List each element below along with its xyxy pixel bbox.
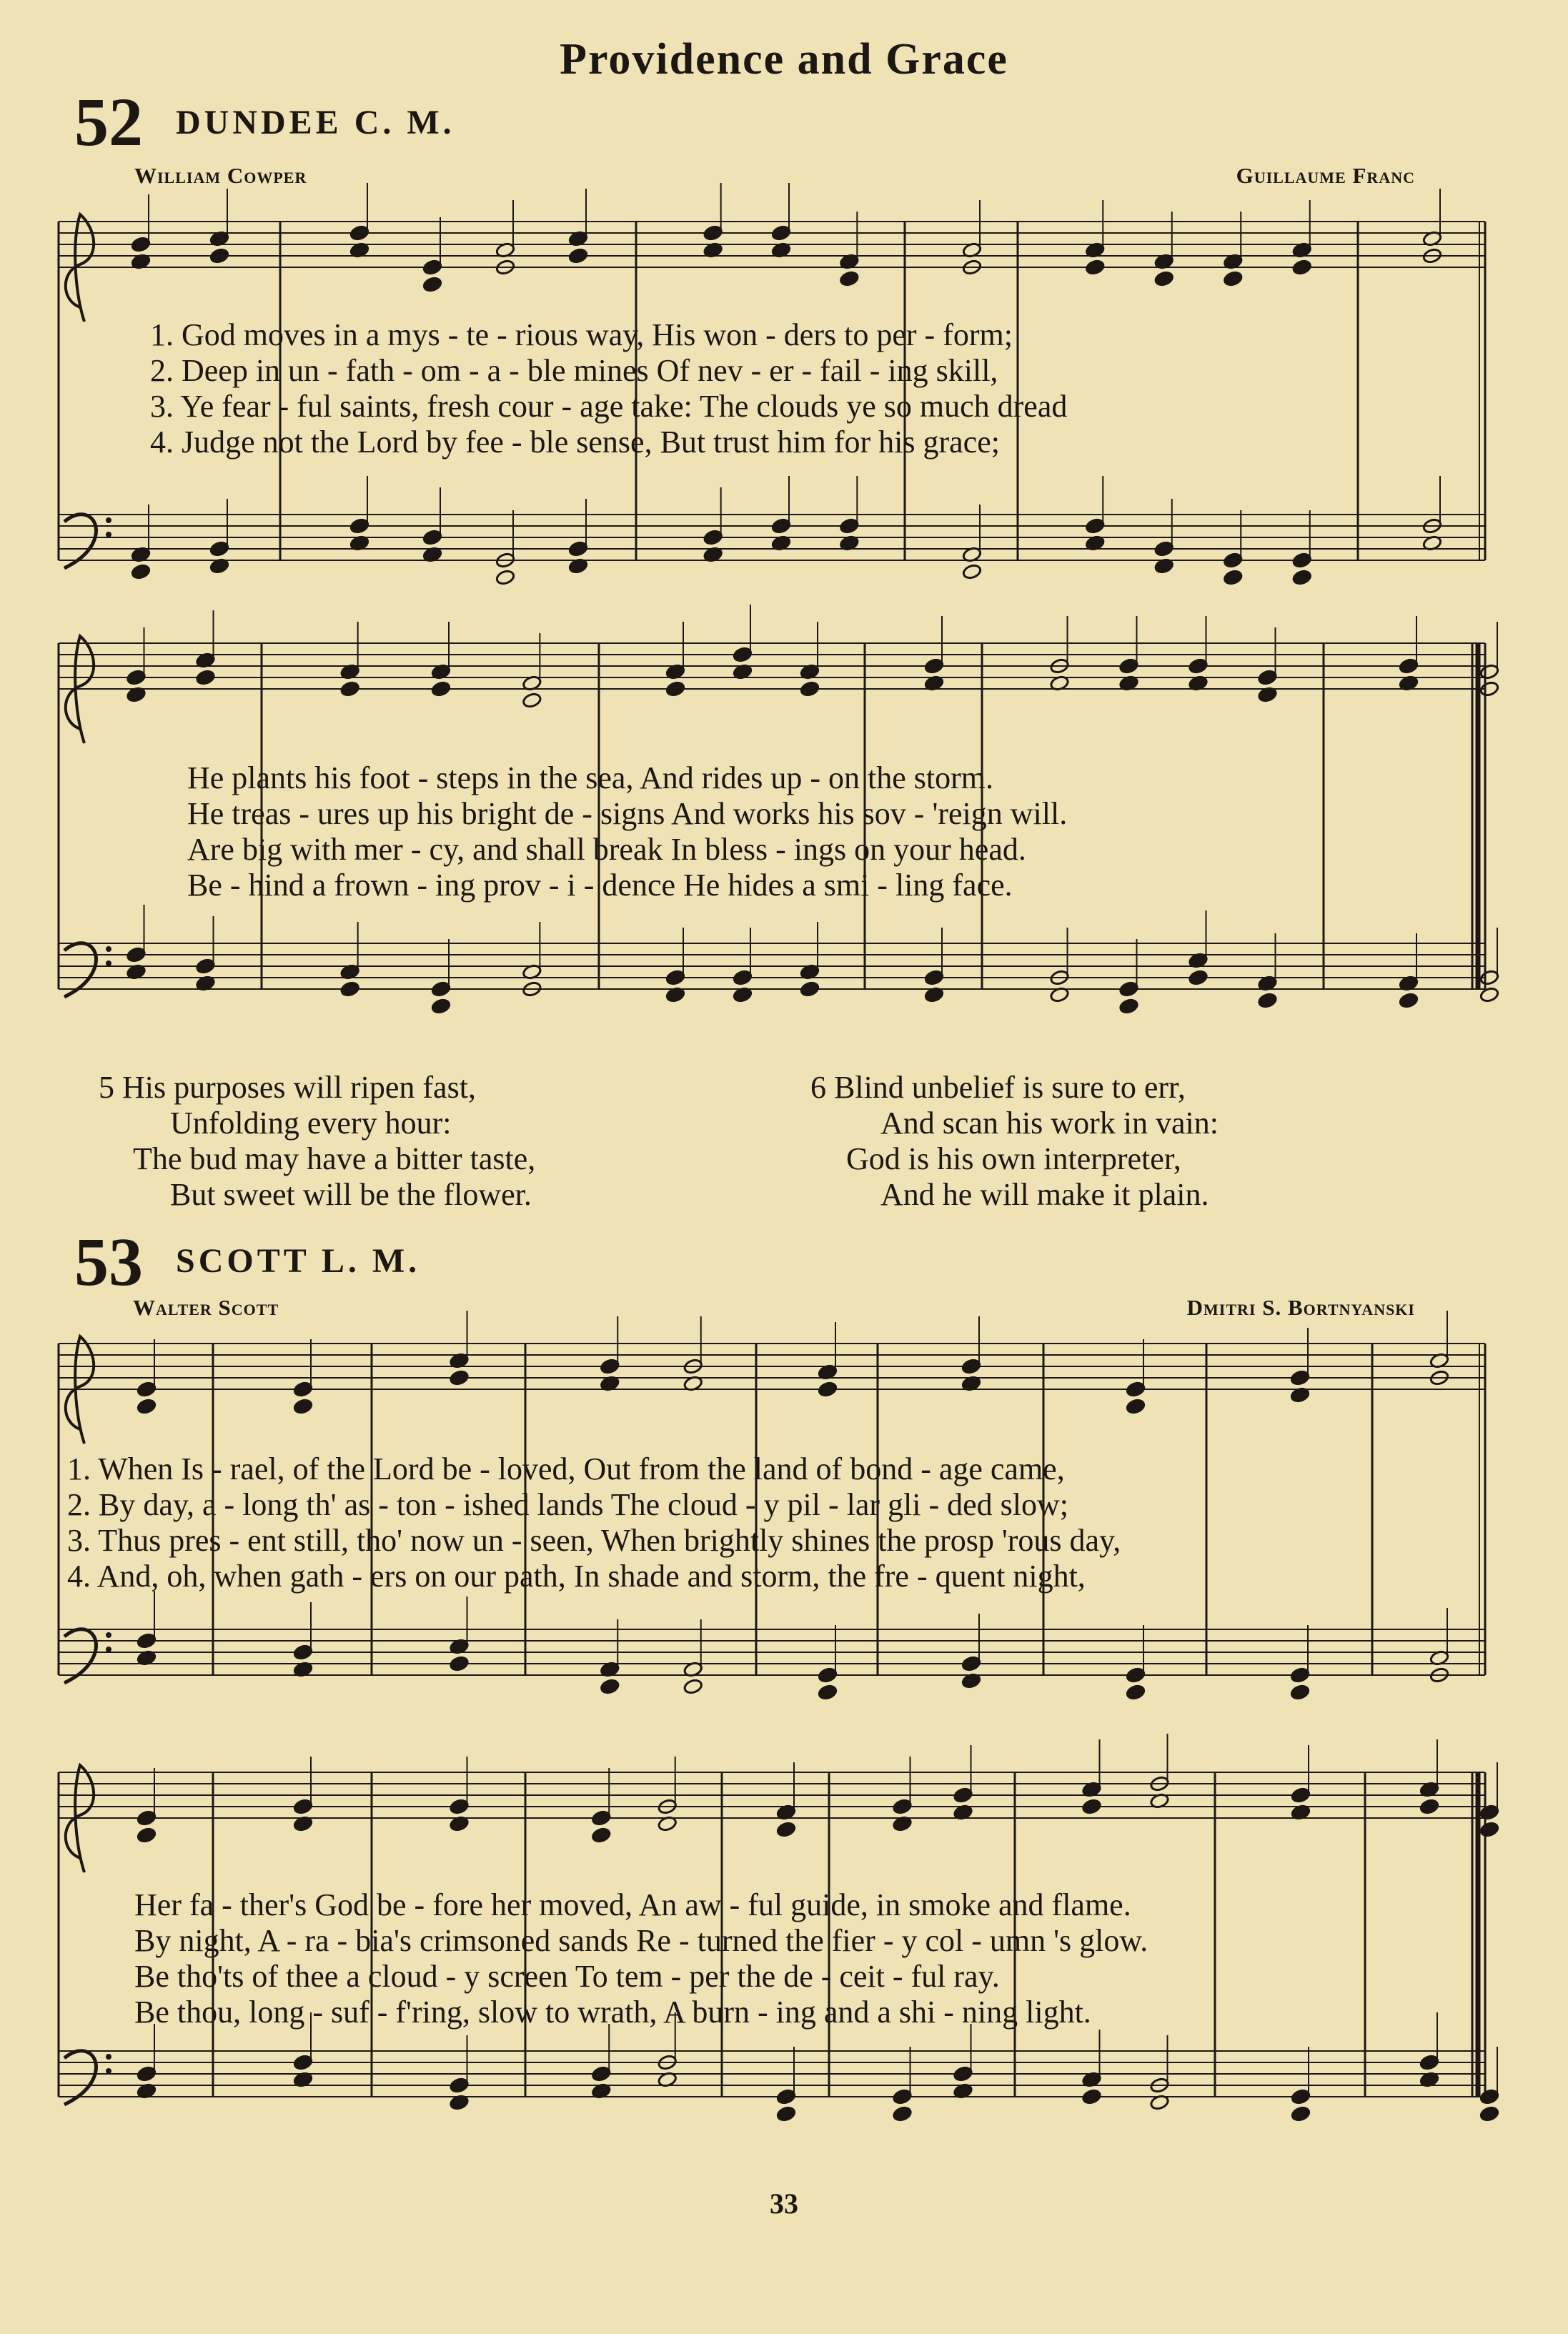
- bass-notes: [126, 905, 1499, 1015]
- lyric-line: By night, A - ra - bia's crimsoned sands Re - turned the fier - y col - umn 's glow.: [134, 1923, 1148, 1958]
- barlines: [59, 1772, 1485, 2097]
- lyric-line: 4. And, oh, when gath - ers on our path, In shade and storm, the fre - quent night,: [67, 1559, 1086, 1594]
- stanza-line: And he will make it plain.: [880, 1177, 1209, 1212]
- author-credit: William Cowper: [134, 163, 307, 188]
- stanza-line: 5 His purposes will ripen fast,: [99, 1070, 476, 1105]
- treble-notes: [131, 183, 1442, 293]
- bass-staff: [59, 2051, 1485, 2097]
- lyric-line: 1. When Is - rael, of the Lord be - loved, Out from the land of bond - age came,: [67, 1451, 1065, 1486]
- treble-staff: [59, 1772, 1485, 1818]
- lyric-line: Are big with mer - cy, and shall break In bless - ings on your head.: [187, 832, 1026, 867]
- hymn-number: 52: [74, 84, 143, 160]
- bass-staff: [59, 515, 1485, 560]
- lyric-line: Be - hind a frown - ing prov - i - dence He hides a smi - ling face.: [187, 868, 1013, 903]
- stanza-line: Unfolding every hour:: [170, 1106, 452, 1141]
- lyric-line: Her fa - ther's God be - fore her moved, An aw - ful guide, in smoke and flame.: [134, 1887, 1131, 1922]
- lyric-line: 1. God moves in a mys - te - rious way, His won - ders to per - form;: [150, 317, 1013, 352]
- music-system-52-b: [0, 629, 1568, 1029]
- lyric-line: He treas - ures up his bright de - signs And works his sov - 'reign will.: [187, 796, 1068, 831]
- hymn-number: 53: [74, 1223, 143, 1300]
- stanza-line: 6 Blind unbelief is sure to err,: [810, 1070, 1186, 1105]
- composer-credit: Guillaume Franc: [1236, 163, 1415, 188]
- music-system-53-b: [0, 1758, 1568, 2158]
- treble-notes: [137, 1734, 1499, 1844]
- bass-notes: [137, 2012, 1499, 2122]
- lyric-line: 2. By day, a - long th' as - ton - ished lands The cloud - y pil - lar gli - ded slow;: [67, 1487, 1069, 1522]
- bass-notes: [131, 476, 1442, 586]
- lyric-line: Be thou, long - suf - f'ring, slow to wrath, A burn - ing and a shi - ning light.: [134, 1995, 1091, 2030]
- stanza-line: And scan his work in vain:: [880, 1106, 1219, 1141]
- treble-notes: [126, 605, 1499, 709]
- page-number: 33: [770, 2187, 798, 2220]
- lyric-line: Be tho'ts of thee a cloud - y screen To tem - per the de - ceit - ful ray.: [134, 1959, 1000, 1994]
- stanza-line: The bud may have a bitter taste,: [133, 1141, 536, 1176]
- treble-notes: [137, 1311, 1449, 1415]
- stanza-line: God is his own interpreter,: [846, 1141, 1181, 1176]
- barlines: [59, 1344, 1485, 1675]
- author-credit: Walter Scott: [133, 1295, 279, 1320]
- music-system-53-a: [0, 1329, 1568, 1729]
- lyric-line: 4. Judge not the Lord by fee - ble sense, But trust him for his grace;: [150, 424, 1000, 460]
- page-header: Providence and Grace: [560, 35, 1008, 84]
- treble-staff: [59, 222, 1485, 267]
- bass-staff: [59, 1629, 1485, 1675]
- lyric-line: 3. Thus pres - ent still, tho' now un - seen, When brightly shines the prosp 'rous day,: [67, 1523, 1121, 1558]
- composer-credit: Dmitri S. Bortnyanski: [1186, 1295, 1415, 1320]
- bass-notes: [137, 1591, 1449, 1701]
- lyric-line: 3. Ye fear - ful saints, fresh cour - age take: The clouds ye so much dread: [150, 389, 1068, 424]
- stanza-line: But sweet will be the flower.: [170, 1177, 532, 1212]
- lyric-line: 2. Deep in un - fath - om - a - ble mines Of nev - er - fail - ing skill,: [150, 353, 998, 388]
- treble-staff: [59, 1344, 1485, 1389]
- music-system-52-a: [0, 207, 1568, 586]
- tune-name: SCOTT L. M.: [176, 1242, 421, 1280]
- lyric-line: He plants his foot - steps in the sea, And rides up - on the storm.: [187, 760, 993, 795]
- barlines: [59, 222, 1485, 560]
- tune-name: DUNDEE C. M.: [176, 104, 455, 141]
